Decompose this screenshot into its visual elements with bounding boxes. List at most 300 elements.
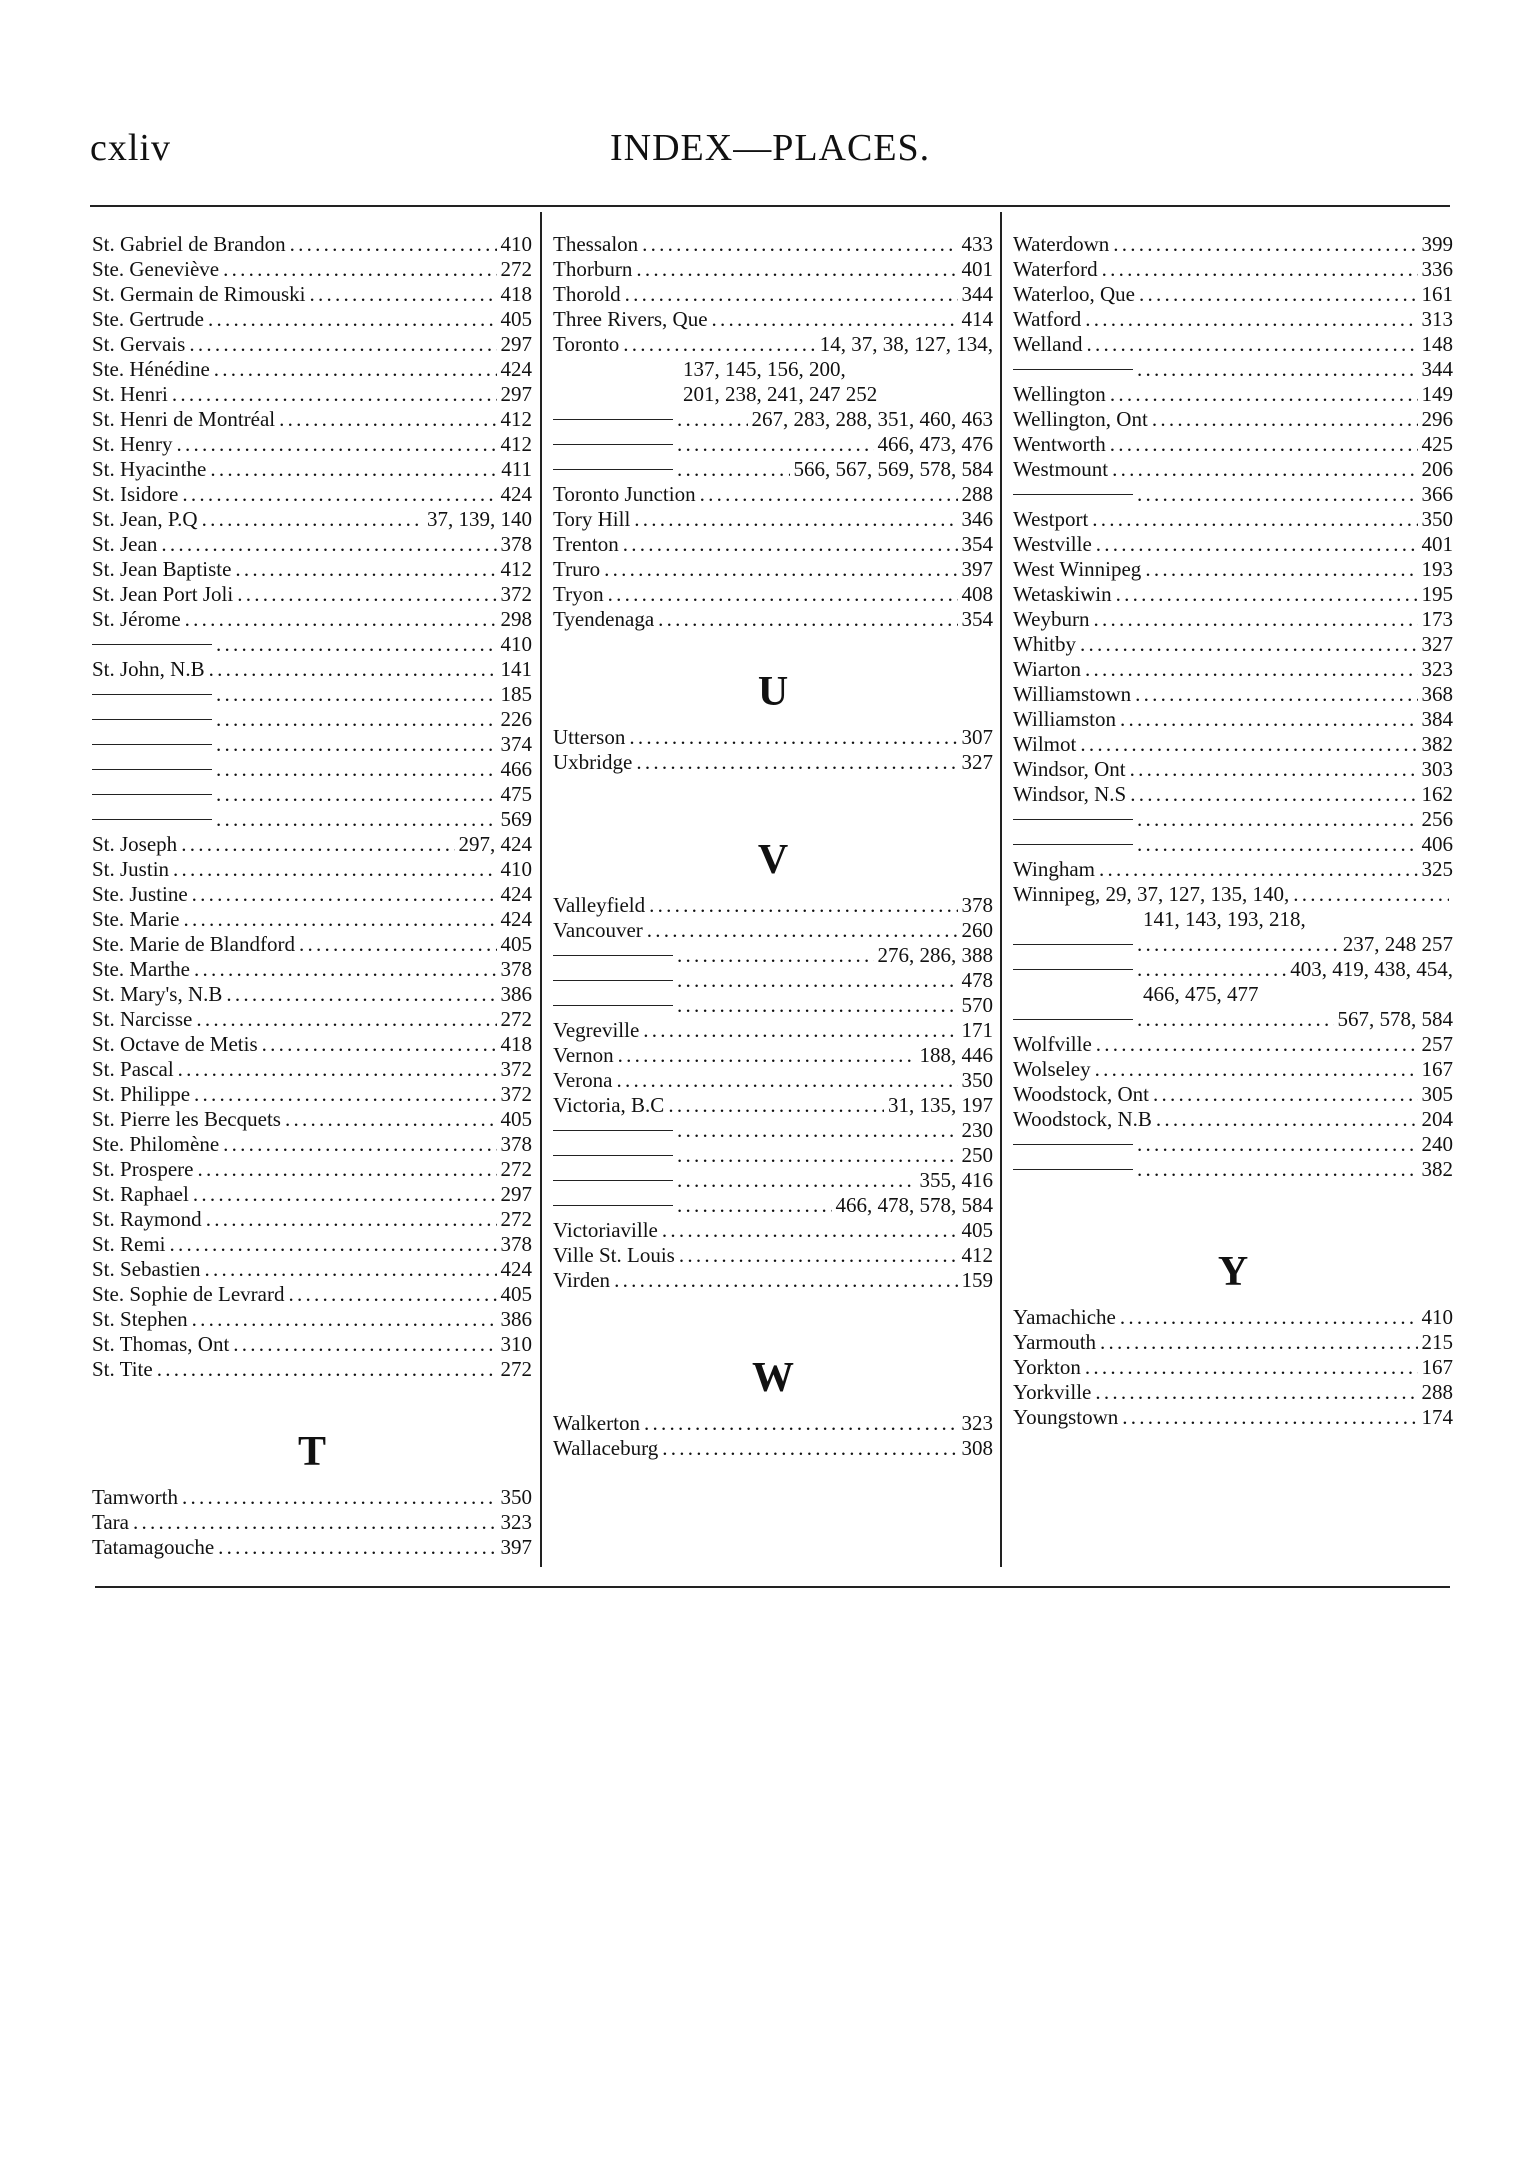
page-references: 410 bbox=[1421, 1305, 1453, 1329]
dot-leader bbox=[1137, 357, 1418, 382]
place-name: St. Jean Baptiste bbox=[92, 557, 232, 581]
index-entry bbox=[92, 1057, 532, 1082]
place-name: Wentworth bbox=[1013, 432, 1106, 456]
index-entry bbox=[92, 1232, 532, 1257]
page-references: 478 bbox=[961, 968, 993, 992]
page-references: 424 bbox=[500, 907, 532, 931]
dot-leader bbox=[172, 382, 497, 407]
page-references: 405 bbox=[961, 1218, 993, 1242]
dot-leader bbox=[644, 1411, 958, 1436]
place-name: St. Octave de Metis bbox=[92, 1032, 258, 1056]
dot-leader bbox=[616, 1068, 957, 1093]
dot-leader bbox=[1116, 582, 1418, 607]
place-name: Three Rivers, Que bbox=[553, 307, 708, 331]
place-name: Vegreville bbox=[553, 1018, 640, 1042]
place-name: Victoriaville bbox=[553, 1218, 658, 1242]
dot-leader bbox=[194, 1082, 496, 1107]
index-entry bbox=[92, 632, 532, 657]
place-name: Westville bbox=[1013, 532, 1092, 556]
index-entry bbox=[92, 557, 532, 582]
ditto-dash bbox=[1013, 1019, 1133, 1020]
page-references: 31, 135, 197 bbox=[888, 1093, 993, 1117]
place-name: Waterdown bbox=[1013, 232, 1110, 256]
index-entry bbox=[92, 1485, 532, 1510]
index-entry bbox=[1013, 632, 1453, 657]
dot-leader bbox=[1112, 457, 1417, 482]
dot-leader bbox=[1130, 757, 1418, 782]
place-name: St. Hyacinthe bbox=[92, 457, 207, 481]
place-name: St. Narcisse bbox=[92, 1007, 193, 1031]
index-entry bbox=[1013, 882, 1453, 907]
page-references: 408 bbox=[961, 582, 993, 606]
dot-leader bbox=[1095, 1057, 1418, 1082]
index-entry bbox=[92, 532, 532, 557]
page-references: 350 bbox=[1421, 507, 1453, 531]
place-name: Toronto bbox=[553, 332, 620, 356]
page-references: 167 bbox=[1421, 1057, 1453, 1081]
place-name: St. Joseph bbox=[92, 832, 178, 856]
page-references: 174 bbox=[1421, 1405, 1453, 1429]
place-name: Waterloo, Que bbox=[1013, 282, 1135, 306]
place-name: Virden bbox=[553, 1268, 611, 1292]
page-references: 405 bbox=[500, 1107, 532, 1131]
page-references: 215 bbox=[1421, 1330, 1453, 1354]
dot-leader bbox=[677, 457, 790, 482]
index-entry bbox=[92, 1510, 532, 1535]
index-entry bbox=[1013, 1082, 1453, 1107]
index-entry-continuation: 201, 238, 241, 247 252 bbox=[683, 382, 878, 406]
place-name: Ste. Hénédine bbox=[92, 357, 210, 381]
index-entry bbox=[92, 1182, 532, 1207]
ditto-dash bbox=[92, 794, 212, 795]
page-references: 240 bbox=[1421, 1132, 1453, 1156]
page-references: 250 bbox=[961, 1143, 993, 1167]
dot-leader bbox=[1085, 657, 1418, 682]
place-name: Wallaceburg bbox=[553, 1436, 659, 1460]
page-references: 384 bbox=[1421, 707, 1453, 731]
index-entry bbox=[92, 282, 532, 307]
dot-leader bbox=[1293, 882, 1449, 907]
dot-leader bbox=[157, 1357, 497, 1382]
place-name: Woodstock, Ont bbox=[1013, 1082, 1149, 1106]
index-entry bbox=[553, 557, 993, 582]
bottom-rule bbox=[95, 1586, 1450, 1588]
place-name: St. Sebastien bbox=[92, 1257, 201, 1281]
place-name: St. Germain de Rimouski bbox=[92, 282, 306, 306]
index-entry bbox=[92, 232, 532, 257]
dot-leader bbox=[216, 807, 497, 832]
page-references: 323 bbox=[961, 1411, 993, 1435]
index-entry bbox=[553, 1143, 993, 1168]
dot-leader bbox=[183, 907, 496, 932]
index-entry bbox=[553, 607, 993, 632]
index-entry bbox=[553, 432, 993, 457]
index-entry bbox=[1013, 582, 1453, 607]
index-entry bbox=[553, 1218, 993, 1243]
page-references: 410 bbox=[500, 632, 532, 656]
index-entry bbox=[553, 1093, 993, 1118]
dot-leader bbox=[299, 932, 497, 957]
place-name: Valleyfield bbox=[553, 893, 646, 917]
index-entry bbox=[553, 457, 993, 482]
ditto-dash bbox=[553, 1205, 673, 1206]
index-entry bbox=[553, 1168, 993, 1193]
page-references: 355, 416 bbox=[919, 1168, 993, 1192]
page-references: 386 bbox=[500, 1307, 532, 1331]
dot-leader bbox=[658, 607, 957, 632]
place-name: Wellington bbox=[1013, 382, 1106, 406]
dot-leader bbox=[1085, 1355, 1418, 1380]
dot-leader bbox=[235, 557, 496, 582]
ditto-dash bbox=[553, 469, 673, 470]
page-references: 303 bbox=[1421, 757, 1453, 781]
page-references: 296 bbox=[1421, 407, 1453, 431]
dot-leader bbox=[608, 582, 958, 607]
index-entry bbox=[92, 432, 532, 457]
page-references: 466, 478, 578, 584 bbox=[835, 1193, 993, 1217]
index-entry bbox=[553, 893, 993, 918]
index-entry bbox=[92, 707, 532, 732]
page-references: 412 bbox=[500, 432, 532, 456]
dot-leader bbox=[1120, 707, 1418, 732]
dot-leader bbox=[1137, 807, 1418, 832]
ditto-dash bbox=[553, 1130, 673, 1131]
page-references: 372 bbox=[500, 1057, 532, 1081]
index-entry bbox=[92, 457, 532, 482]
index-entry bbox=[1013, 832, 1453, 857]
dot-leader bbox=[677, 407, 748, 432]
place-name: Thessalon bbox=[553, 232, 639, 256]
page-references: 378 bbox=[500, 532, 532, 556]
page-references: 313 bbox=[1421, 307, 1453, 331]
page-references: 188, 446 bbox=[919, 1043, 993, 1067]
place-name: Williamstown bbox=[1013, 682, 1132, 706]
index-entry bbox=[1013, 457, 1453, 482]
section-heading: U bbox=[757, 669, 789, 715]
page-references: 161 bbox=[1421, 282, 1453, 306]
dot-leader bbox=[1110, 432, 1418, 457]
dot-leader bbox=[647, 918, 958, 943]
place-name: Wellington, Ont bbox=[1013, 407, 1148, 431]
index-entry bbox=[1013, 432, 1453, 457]
index-entry bbox=[1013, 807, 1453, 832]
dot-leader bbox=[185, 607, 497, 632]
index-entry bbox=[1013, 382, 1453, 407]
place-name: St. Isidore bbox=[92, 482, 179, 506]
ditto-dash bbox=[1013, 494, 1133, 495]
ditto-dash bbox=[1013, 1144, 1133, 1145]
page-references: 411 bbox=[501, 457, 532, 481]
dot-leader bbox=[193, 1182, 497, 1207]
dot-leader bbox=[192, 882, 497, 907]
ditto-dash bbox=[92, 719, 212, 720]
index-column-3 bbox=[1013, 232, 1453, 1430]
place-name: Woodstock, N.B bbox=[1013, 1107, 1152, 1131]
index-entry bbox=[553, 582, 993, 607]
page-references: 418 bbox=[500, 1032, 532, 1056]
page-references: 570 bbox=[961, 993, 993, 1017]
dot-leader bbox=[1156, 1107, 1418, 1132]
page-references: 307 bbox=[961, 725, 993, 749]
place-name: St. Prospere bbox=[92, 1157, 194, 1181]
page-references: 401 bbox=[1421, 532, 1453, 556]
index-entry bbox=[92, 1207, 532, 1232]
dot-leader bbox=[677, 1118, 958, 1143]
place-name: Ste. Sophie de Levrard bbox=[92, 1282, 285, 1306]
place-name: St. Raphael bbox=[92, 1182, 189, 1206]
index-entry bbox=[553, 257, 993, 282]
index-entry bbox=[1013, 957, 1453, 982]
place-name: Westmount bbox=[1013, 457, 1109, 481]
place-name: Ste. Geneviève bbox=[92, 257, 220, 281]
place-name: Winnipeg, 29, 37, 127, 135, 140, bbox=[1013, 882, 1290, 906]
dot-leader bbox=[182, 1485, 496, 1510]
index-entry bbox=[92, 782, 532, 807]
index-entry bbox=[92, 1157, 532, 1182]
dot-leader bbox=[668, 1093, 884, 1118]
place-name: Ste. Marie de Blandford bbox=[92, 932, 295, 956]
dot-leader bbox=[618, 1043, 916, 1068]
place-name: Thorburn bbox=[553, 257, 633, 281]
index-entry bbox=[553, 918, 993, 943]
page-references: 171 bbox=[961, 1018, 993, 1042]
page-references: 397 bbox=[961, 557, 993, 581]
dot-leader bbox=[634, 507, 957, 532]
index-entry bbox=[553, 1043, 993, 1068]
page-references: 206 bbox=[1421, 457, 1453, 481]
index-entry bbox=[92, 957, 532, 982]
index-entry bbox=[92, 407, 532, 432]
place-name: Tryon bbox=[553, 582, 604, 606]
index-entry bbox=[92, 1307, 532, 1332]
index-entry bbox=[92, 382, 532, 407]
index-entry bbox=[92, 757, 532, 782]
place-name: St. Henri de Montréal bbox=[92, 407, 276, 431]
place-name: St. Jean Port Joli bbox=[92, 582, 234, 606]
dot-leader bbox=[604, 557, 957, 582]
page-references: 386 bbox=[500, 982, 532, 1006]
index-entry bbox=[553, 407, 993, 432]
place-name: St. Pascal bbox=[92, 1057, 174, 1081]
index-entry bbox=[1013, 307, 1453, 332]
index-entry bbox=[1013, 1007, 1453, 1032]
index-entry bbox=[92, 907, 532, 932]
page-references: 288 bbox=[1421, 1380, 1453, 1404]
page-references: 401 bbox=[961, 257, 993, 281]
index-entry bbox=[92, 1357, 532, 1382]
page-references: 378 bbox=[500, 957, 532, 981]
page-references: 272 bbox=[500, 1007, 532, 1031]
ditto-dash bbox=[1013, 844, 1133, 845]
dot-leader bbox=[216, 682, 497, 707]
index-entry bbox=[1013, 757, 1453, 782]
dot-leader bbox=[1110, 382, 1418, 407]
top-rule bbox=[90, 205, 1450, 207]
index-entry bbox=[92, 307, 532, 332]
dot-leader bbox=[1096, 1032, 1418, 1057]
page-references: 230 bbox=[961, 1118, 993, 1142]
place-name: St. Remi bbox=[92, 1232, 166, 1256]
index-entry bbox=[92, 332, 532, 357]
dot-leader bbox=[1086, 332, 1417, 357]
index-entry bbox=[92, 1032, 532, 1057]
place-name: St. Philippe bbox=[92, 1082, 191, 1106]
index-entry bbox=[92, 857, 532, 882]
page-references: 344 bbox=[1421, 357, 1453, 381]
ditto-dash bbox=[1013, 1169, 1133, 1170]
place-name: Toronto Junction bbox=[553, 482, 696, 506]
page-references: 298 bbox=[500, 607, 532, 631]
dot-leader bbox=[223, 257, 496, 282]
page-references: 569 bbox=[500, 807, 532, 831]
dot-leader bbox=[1152, 407, 1418, 432]
page-references: 368 bbox=[1421, 682, 1453, 706]
index-entry bbox=[1013, 782, 1453, 807]
dot-leader bbox=[1080, 632, 1418, 657]
index-entry bbox=[92, 1257, 532, 1282]
page-references: 237, 248 257 bbox=[1342, 932, 1453, 956]
dot-leader bbox=[285, 1107, 497, 1132]
page-references: 412 bbox=[500, 557, 532, 581]
index-entry bbox=[553, 482, 993, 507]
ditto-dash bbox=[92, 819, 212, 820]
place-name: Ste. Marie bbox=[92, 907, 180, 931]
dot-leader bbox=[216, 782, 497, 807]
dot-leader bbox=[196, 1007, 496, 1032]
index-entry bbox=[1013, 557, 1453, 582]
index-entry bbox=[92, 1007, 532, 1032]
page-references: 567, 578, 584 bbox=[1337, 1007, 1453, 1031]
place-name: Wilmot bbox=[1013, 732, 1077, 756]
page-references: 297 bbox=[500, 382, 532, 406]
place-name: St. Jean bbox=[92, 532, 158, 556]
index-entry bbox=[1013, 707, 1453, 732]
dot-leader bbox=[677, 1143, 958, 1168]
place-name: Walkerton bbox=[553, 1411, 640, 1435]
dot-leader bbox=[209, 657, 497, 682]
dot-leader bbox=[216, 732, 497, 757]
page-references: 272 bbox=[500, 1207, 532, 1231]
page-references: 466 bbox=[500, 757, 532, 781]
index-entry bbox=[92, 1082, 532, 1107]
dot-leader bbox=[170, 1232, 497, 1257]
index-entry bbox=[92, 657, 532, 682]
place-name: St. John, N.B bbox=[92, 657, 205, 681]
index-entry bbox=[553, 943, 993, 968]
ditto-dash bbox=[1013, 944, 1133, 945]
dot-leader bbox=[177, 432, 497, 457]
page-references: 173 bbox=[1421, 607, 1453, 631]
page-references: 260 bbox=[961, 918, 993, 942]
dot-leader bbox=[1102, 257, 1418, 282]
index-entry bbox=[1013, 1380, 1453, 1405]
page-references: 141 bbox=[500, 657, 532, 681]
dot-leader bbox=[1137, 482, 1418, 507]
index-entry bbox=[553, 725, 993, 750]
index-entry bbox=[553, 1436, 993, 1461]
index-entry bbox=[1013, 607, 1453, 632]
page-references: 354 bbox=[961, 532, 993, 556]
page-references: 466, 473, 476 bbox=[877, 432, 993, 456]
dot-leader bbox=[712, 307, 958, 332]
place-name: St. Mary's, N.B bbox=[92, 982, 223, 1006]
dot-leader bbox=[1099, 857, 1418, 882]
place-name: Watford bbox=[1013, 307, 1082, 331]
index-entry bbox=[92, 507, 532, 532]
dot-leader bbox=[625, 282, 958, 307]
index-entry bbox=[553, 968, 993, 993]
index-entry bbox=[1013, 657, 1453, 682]
dot-leader bbox=[1137, 957, 1286, 982]
index-entry-continuation: 141, 143, 193, 218, bbox=[1143, 907, 1306, 931]
ditto-dash bbox=[553, 980, 673, 981]
dot-leader bbox=[216, 757, 497, 782]
page-references: 397 bbox=[500, 1535, 532, 1559]
dot-leader bbox=[279, 407, 496, 432]
page-references: 297 bbox=[500, 1182, 532, 1206]
ditto-dash bbox=[1013, 369, 1133, 370]
place-name: Verona bbox=[553, 1068, 613, 1092]
page-references: 405 bbox=[500, 307, 532, 331]
page-references: 159 bbox=[961, 1268, 993, 1292]
ditto-dash bbox=[92, 644, 212, 645]
index-entry bbox=[553, 1243, 993, 1268]
place-name: Windsor, Ont bbox=[1013, 757, 1126, 781]
index-entry bbox=[553, 232, 993, 257]
index-entry bbox=[553, 1068, 993, 1093]
ditto-dash bbox=[92, 694, 212, 695]
index-entry bbox=[92, 482, 532, 507]
page-references: 350 bbox=[961, 1068, 993, 1092]
index-entry bbox=[553, 282, 993, 307]
dot-leader bbox=[1100, 1330, 1417, 1355]
ditto-dash bbox=[553, 444, 673, 445]
index-entry-continuation: 466, 475, 477 bbox=[1143, 982, 1259, 1006]
dot-leader bbox=[288, 1282, 496, 1307]
page-references: 327 bbox=[961, 750, 993, 774]
dot-leader bbox=[649, 893, 957, 918]
section-heading: T bbox=[297, 1429, 326, 1475]
index-entry bbox=[1013, 482, 1453, 507]
place-name: Ste. Gertrude bbox=[92, 307, 204, 331]
dot-leader bbox=[1093, 607, 1417, 632]
place-name: Whitby bbox=[1013, 632, 1076, 656]
dot-leader bbox=[1113, 232, 1417, 257]
index-entry bbox=[553, 307, 993, 332]
index-entry bbox=[553, 1018, 993, 1043]
dot-leader bbox=[662, 1436, 957, 1461]
dot-leader bbox=[290, 232, 497, 257]
dot-leader bbox=[636, 750, 957, 775]
index-entry bbox=[1013, 932, 1453, 957]
page-references: 412 bbox=[500, 407, 532, 431]
dot-leader bbox=[1135, 682, 1417, 707]
page-references: 257 bbox=[1421, 1032, 1453, 1056]
index-entry bbox=[1013, 1132, 1453, 1157]
dot-leader bbox=[202, 507, 423, 532]
dot-leader bbox=[677, 1193, 832, 1218]
index-entry bbox=[1013, 1405, 1453, 1430]
page-references: 424 bbox=[500, 357, 532, 381]
dot-leader bbox=[206, 1207, 497, 1232]
page-references: 344 bbox=[961, 282, 993, 306]
index-entry bbox=[92, 932, 532, 957]
page-references: 276, 286, 388 bbox=[877, 943, 993, 967]
page-references: 185 bbox=[500, 682, 532, 706]
index-entry bbox=[92, 257, 532, 282]
index-entry bbox=[92, 1282, 532, 1307]
page-references: 256 bbox=[1421, 807, 1453, 831]
